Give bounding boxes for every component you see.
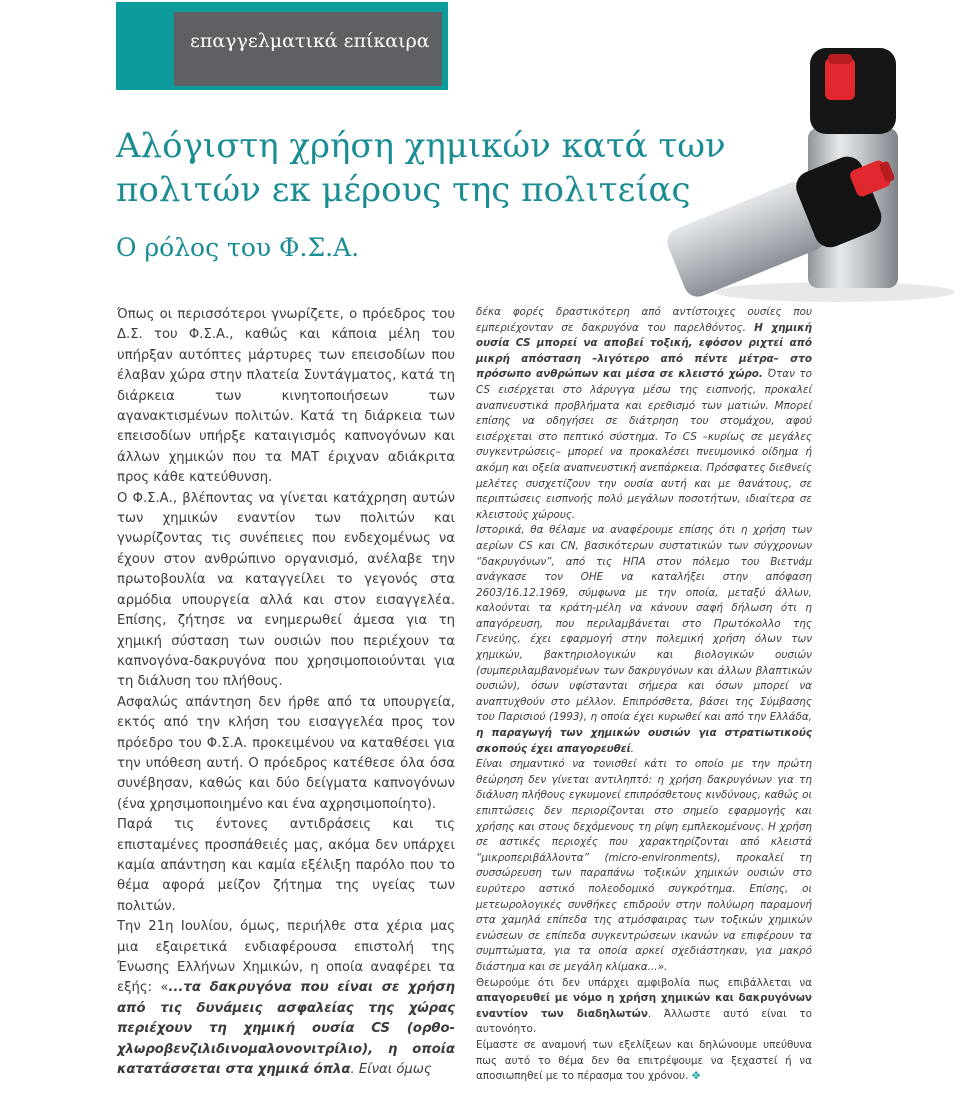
column-right [476, 305, 812, 1085]
paragraph-history [476, 523, 812, 757]
text-run: Όταν το CS εισέρχεται στο λάρυγγα μέσω της εισπνοής, προκαλεί αναπνευστικά προβλήματα και ερεθισμό των ματιών. Μπορεί επίσης να οδηγήσει σε διάτρηση του στομάχου, αφού εισέρχεται στο πεπτικό σύστημα. Το CS –κυρίως σε μεγάλες συγκεντρώσεις– μπορεί να προκαλέσει πνευμονικό οίδημα ή ακόμη και οξεία αναπνευστική ανεπάρκεια. Πρόσφατες διεθνείς μελέτες συσχετίζουν την ουσία αυτή και με θανάτους, σε περιπτώσεις εισπνοής πολύ μεγάλων ποσοτήτων, ιδιαίτερα σε κλειστούς χώρους. [476, 368, 812, 521]
paragraph: Ασφαλώς απάντηση δεν ήρθε από τα υπουργεία, εκτός από την κλήση του εισαγγελέα προς τον πρόεδρο του Φ.Σ.Α. προκειμένου να καταθέσει για την υπόθεση αυτή. Ο πρόεδρος κατέθεσε όλα όσα συνέβησαν, καθώς και δύο δείγματα καπνογόνων (ένα χρησιμοποιημένο και ένα αχρησιμοποίητο). [117, 694, 455, 812]
text-run: Την 21η Ιουλίου, όμως, περιήλθε στα χέρια μας μια εξαιρετικά ενδιαφέρουσα επιστολή της Ένωσης Ελλήνων Χημικών, η οποία αναφέρει τα εξής: « [117, 919, 455, 996]
paragraph: Είναι σημαντικό να τονισθεί κάτι το οποίο με την πρώτη θεώρηση δεν γίνεται αντιληπτό: η χρήση δακρυγόνων για τη διάλυση πλήθους εγκυμονεί επιπρόσθετους κινδύνους, καθώς οι επιπτώσεις δεν περιορίζονται στο σημείο εφαρμογής και χρήσης και στους δεχόμενους τη ρίψη εμπλεκομένους. Η χρήση σε αστικές περιοχές που χαρακτηρίζονται από κλειστά “μικροπεριβάλλοντα” (micro-environments), προκαλεί τη συσσώρευση των παραπάνω τοξικών χημικών ουσιών στο ευρύτερο αστικό πολεοδομικό συγκρότημα. Επίσης, οι μετεωρολογικές συνθήκες επιδρούν στην πολύωρη παραμονή στα χαμηλά επίπεδα της ατμόσφαιρας των τοξικών χημικών ενώσεων σε επίπεδα συγκεντρώσεων ικανών να επιφέρουν τα συμπτώματα, για τα οποία αρκεί σχεδιάστηκαν, για μακρό διάστημα και σε μεγάλη κλίμακα...». [476, 758, 812, 973]
article-title: Αλόγιστη χρήση χημικών κατά των πολιτών εκ μέρους της πολιτείας [116, 126, 726, 210]
text-run: Είμαστε σε αναμονή των εξελίξεων και δηλώνουμε υπεύθυνα πως αυτό το θέμα δεν θα επιτρέψουμε να ξεχαστεί ή να αποσιωπηθεί με το πέρασμα του χρόνου. [476, 1038, 812, 1083]
paragraph: Παρά τις έντονες αντιδράσεις και τις επισταμένες προσπάθειές μας, ακόμα δεν υπάρχει καμία απάντηση και καμία εξέλιξη παρόλο που το θέμα αφορά μείζον ζήτημα της υγείας των πολιτών. [117, 817, 455, 914]
text-run: ...τα δακρυγόνα που είναι σε χρήση από τις δυνάμεις ασφαλείας της χώρας περιέχουν τη χημική ουσία CS (ορθο-χλωροβενζιλιδινομαλονονιτρίλιο), η οποία κατατάσσεται στα χημικά όπλα [117, 980, 455, 1078]
tear-gas-canisters-image [660, 30, 960, 310]
text-run: Ιστορικά, θα θέλαμε να αναφέρουμε επίσης ότι η χρήση των αερίων CS και CN, βασικότερων συστατικών των σύγχρονων “δακρυγόνων”, από τις ΗΠΑ στον πόλεμο του Βιετνάμ ανάγκασε τον ΟΗΕ να καταλήξει στην απόφαση 2603/16.12.1969, σύμφωνα με την οποία, μεταξύ άλλων, καλούνται τα κράτη-μέλη να κάνουν σαφή δήλωση ότι η απαγόρευση, που περιλαμβάνεται στο Πρωτόκολλο της Γενεύης, έχει εφαρμογή στην πολεμική χρήση όλων των χημικών, βακτηριολογικών και βιολογικών ουσιών (συμπεριλαμβανομένων των δακρυγόνων και άλλων βλαπτικών ουσιών), όσων υφίστανται σήμερα και όσων μπορεί να αναπτυχθούν στο μέλλον. Επιπρόσθετα, βάσει της Σύμβασης του Παρισιού (1993), η οποία έχει κυρωθεί και από την Ελλάδα, [476, 524, 812, 724]
paragraph-continued [476, 305, 812, 523]
paragraph-closing [476, 1038, 812, 1085]
column-left [117, 305, 455, 1080]
bold-run: η παραγωγή των χημικών ουσιών για στρατιωτικούς σκοπούς έχει απαγορευθεί [476, 727, 812, 755]
text-run: . [630, 742, 634, 755]
bold-run: απαγορευθεί με νόμο η χρήση χημικών και δακρυγόνων εναντίον των διαδηλωτών [476, 992, 812, 1020]
text-run: . Είναι όμως [350, 1062, 432, 1078]
paragraph-letter [117, 917, 455, 1080]
text-run: . Άλλωστε αυτό είναι το αυτονόητο. [476, 1007, 812, 1036]
text-run: δέκα φορές δραστικότερη από αντίστοιχες ουσίες που εμπεριέχονταν σε δακρυγόνα του παρελθόντος. [476, 306, 812, 334]
text-run: Θεωρούμε ότι δεν υπάρχει αμφιβολία πως επιβάλλεται να [476, 976, 812, 989]
paragraph: Ο Φ.Σ.Α., βλέποντας να γίνεται κατάχρηση αυτών των χημικών εναντίον των πολιτών και γνωρίζοντας τις συνέπειες που ενδεχομένως να έχουν στον ανθρώπινο οργανισμό, ανέλαβε την πρωτοβουλία να καταγγείλει το γεγονός στα αρμόδια υπουργεία αλλά και στον εισαγγελέα. Επίσης, ζήτησε να ενημερωθεί άμεσα για τη χημική σύσταση των ουσιών που περιέχουν τα καπνογόνα-δακρυγόνα που χρησιμοποιούνται για τη διάλυση του πλήθους. [117, 490, 455, 690]
section-label: επαγγελματικά επίκαιρα [190, 30, 430, 52]
text-run: Η χημική ουσία CS μπορεί να αποβεί τοξική, εφόσον ριχτεί από μικρή απόσταση –λιγότερο από πέντε μέτρα– στο πρόσωπο ανθρώπων και μέσα σε κλειστό χώρο. [476, 321, 812, 381]
article-subtitle: Ο ρόλος του Φ.Σ.Α. [116, 233, 360, 262]
end-of-article-icon: ✥ [691, 1070, 701, 1083]
paragraph-conclusion [476, 976, 812, 1038]
paragraph: Όπως οι περισσότεροι γνωρίζετε, ο πρόεδρος του Δ.Σ. του Φ.Σ.Α., καθώς και κάποια μέλη του υπήρξαν αυτόπτες μάρτυρες των επεισοδίων που έλαβαν χώρα στην πλατεία Συντάγματος, κατά τη διάρκεια των κινητοποιήσεων των αγανακτισμένων πολιτών. Κατά τη διάρκεια των επεισοδίων υπήρξε καταιγισμός καπνογόνων και άλλων χημικών που τα ΜΑΤ έριχναν αδιάκριτα προς κάθε κατεύθυνση. [117, 307, 455, 486]
